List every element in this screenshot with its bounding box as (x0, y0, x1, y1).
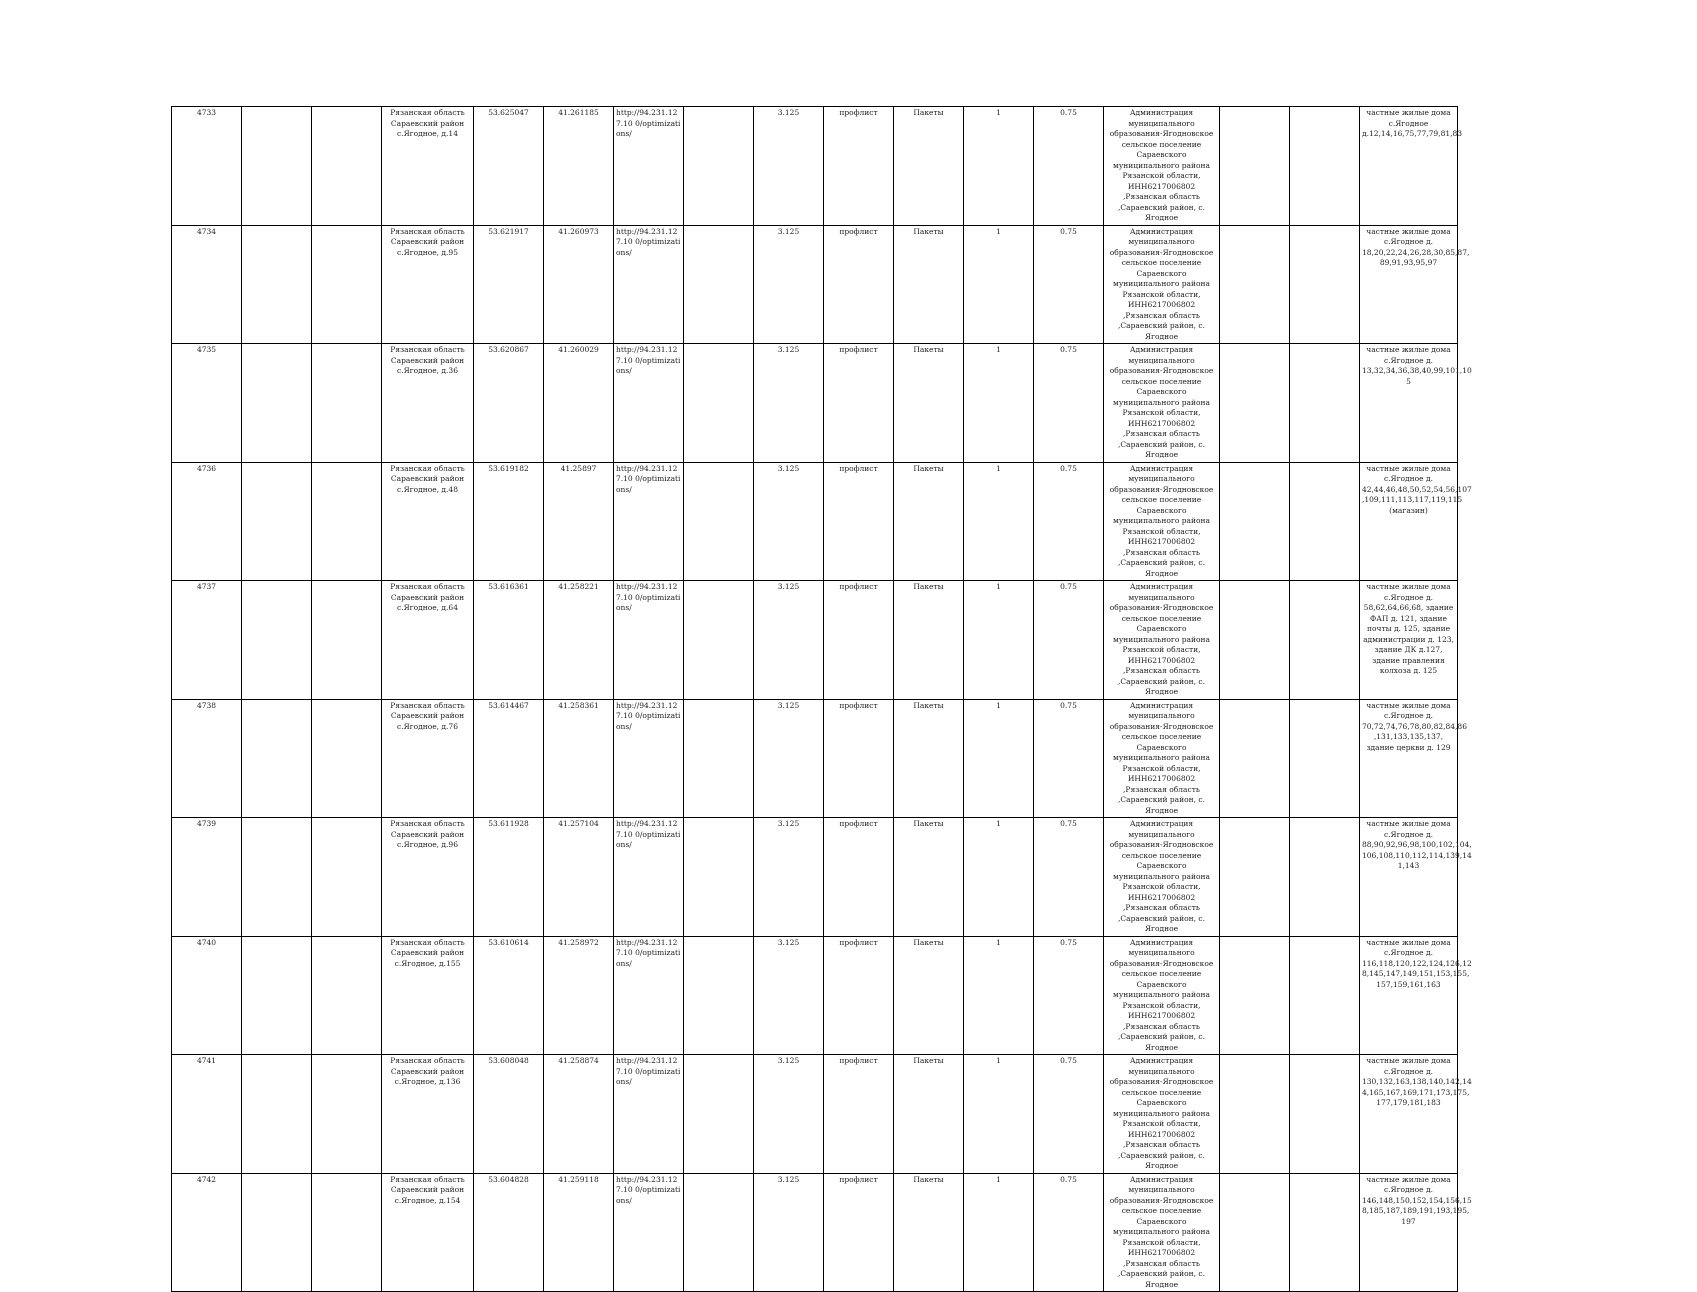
url-cell: http://94.231.127.10 0/optimizations/ (614, 344, 684, 463)
sources-cell: частные жилые дома с.Ягодное д. 58,62,64,66,68, здание ФАП д. 121, здание почты д. 125, здание администрации д. 123, здание ДК д.127, здание правления колхоза д. 125 (1360, 581, 1458, 700)
area-cell: 3.125 (754, 1173, 824, 1292)
empty-cell (1220, 107, 1290, 226)
address-cell: Рязанская область Сараевский район с.Ягодное, д.48 (382, 462, 474, 581)
row-id-cell: 4741 (172, 1055, 242, 1174)
empty-cell (1290, 462, 1360, 581)
empty-cell (312, 699, 382, 818)
sources-cell: частные жилые дома с.Ягодное д. 18,20,22,24,26,28,30,85,87, 89,91,93,95,97 (1360, 225, 1458, 344)
container-type-cell: Пакеты (894, 936, 964, 1055)
volume-cell: 0.75 (1034, 1173, 1104, 1292)
table-row (172, 818, 1458, 937)
material-cell: профлист (824, 1055, 894, 1174)
row-id-cell: 4733 (172, 107, 242, 226)
latitude-cell: 53.611928 (474, 818, 544, 937)
document-sheet (171, 106, 1472, 1289)
area-cell: 3.125 (754, 462, 824, 581)
empty-cell (242, 462, 312, 581)
address-cell: Рязанская область Сараевский район с.Ягодное, д.76 (382, 699, 474, 818)
area-cell: 3.125 (754, 936, 824, 1055)
longitude-cell: 41.259118 (544, 1173, 614, 1292)
empty-cell (684, 344, 754, 463)
address-cell: Рязанская область Сараевский район с.Ягодное, д.154 (382, 1173, 474, 1292)
count-cell: 1 (964, 581, 1034, 700)
url-cell: http://94.231.127.10 0/optimizations/ (614, 818, 684, 937)
latitude-cell: 53.625047 (474, 107, 544, 226)
longitude-cell: 41.25897 (544, 462, 614, 581)
latitude-cell: 53.620867 (474, 344, 544, 463)
owner-cell: Администрация муниципального образования-Ягодновское сельское поселение Сараевского муниципального района Рязанской области, ИНН6217006802 ,Рязанская область ,Сараевский район, с. Ягодное (1104, 225, 1220, 344)
empty-cell (684, 581, 754, 700)
material-cell: профлист (824, 344, 894, 463)
volume-cell: 0.75 (1034, 818, 1104, 937)
url-cell: http://94.231.127.10 0/optimizations/ (614, 462, 684, 581)
row-id-cell: 4740 (172, 936, 242, 1055)
empty-cell (312, 581, 382, 700)
empty-cell (684, 1055, 754, 1174)
empty-cell (1290, 936, 1360, 1055)
table-row (172, 462, 1458, 581)
empty-cell (242, 1055, 312, 1174)
area-cell: 3.125 (754, 107, 824, 226)
owner-cell: Администрация муниципального образования-Ягодновское сельское поселение Сараевского муниципального района Рязанской области, ИНН6217006802 ,Рязанская область ,Сараевский район, с. Ягодное (1104, 1055, 1220, 1174)
material-cell: профлист (824, 818, 894, 937)
latitude-cell: 53.614467 (474, 699, 544, 818)
address-cell: Рязанская область Сараевский район с.Ягодное, д.136 (382, 1055, 474, 1174)
volume-cell: 0.75 (1034, 344, 1104, 463)
empty-cell (242, 936, 312, 1055)
url-cell: http://94.231.127.10 0/optimizations/ (614, 936, 684, 1055)
area-cell: 3.125 (754, 225, 824, 344)
empty-cell (1220, 462, 1290, 581)
empty-cell (684, 225, 754, 344)
empty-cell (242, 225, 312, 344)
volume-cell: 0.75 (1034, 462, 1104, 581)
material-cell: профлист (824, 699, 894, 818)
url-cell: http://94.231.127.10 0/optimizations/ (614, 1173, 684, 1292)
empty-cell (1290, 1173, 1360, 1292)
empty-cell (1290, 344, 1360, 463)
latitude-cell: 53.619182 (474, 462, 544, 581)
latitude-cell: 53.616361 (474, 581, 544, 700)
count-cell: 1 (964, 344, 1034, 463)
empty-cell (1290, 581, 1360, 700)
longitude-cell: 41.260973 (544, 225, 614, 344)
count-cell: 1 (964, 1173, 1034, 1292)
table-row (172, 936, 1458, 1055)
area-cell: 3.125 (754, 344, 824, 463)
sources-cell: частные жилые дома с.Ягодное д. 146,148,150,152,154,156,15 8,185,187,189,191,193,195, 197 (1360, 1173, 1458, 1292)
count-cell: 1 (964, 462, 1034, 581)
url-cell: http://94.231.127.10 0/optimizations/ (614, 107, 684, 226)
empty-cell (312, 1173, 382, 1292)
empty-cell (1290, 818, 1360, 937)
volume-cell: 0.75 (1034, 581, 1104, 700)
longitude-cell: 41.257104 (544, 818, 614, 937)
empty-cell (312, 107, 382, 226)
volume-cell: 0.75 (1034, 699, 1104, 818)
empty-cell (312, 225, 382, 344)
latitude-cell: 53.604828 (474, 1173, 544, 1292)
row-id-cell: 4736 (172, 462, 242, 581)
material-cell: профлист (824, 107, 894, 226)
empty-cell (242, 107, 312, 226)
owner-cell: Администрация муниципального образования-Ягодновское сельское поселение Сараевского муниципального района Рязанской области, ИНН6217006802 ,Рязанская область ,Сараевский район, с. Ягодное (1104, 699, 1220, 818)
owner-cell: Администрация муниципального образования-Ягодновское сельское поселение Сараевского муниципального района Рязанской области, ИНН6217006802 ,Рязанская область ,Сараевский район, с. Ягодное (1104, 344, 1220, 463)
row-id-cell: 4739 (172, 818, 242, 937)
sources-cell: частные жилые дома с.Ягодное д. 13,32,34,36,38,40,99,101,10 5 (1360, 344, 1458, 463)
count-cell: 1 (964, 699, 1034, 818)
table-row (172, 225, 1458, 344)
row-id-cell: 4738 (172, 699, 242, 818)
owner-cell: Администрация муниципального образования-Ягодновское сельское поселение Сараевского муниципального района Рязанской области, ИНН6217006802 ,Рязанская область ,Сараевский район, с. Ягодное (1104, 936, 1220, 1055)
empty-cell (242, 581, 312, 700)
empty-cell (312, 462, 382, 581)
sources-cell: частные жилые дома с.Ягодное д. 130,132,163,138,140,142,14 4,165,167,169,171,173,175, 177,179,181,183 (1360, 1055, 1458, 1174)
owner-cell: Администрация муниципального образования-Ягодновское сельское поселение Сараевского муниципального района Рязанской области, ИНН6217006802 ,Рязанская область ,Сараевский район, с. Ягодное (1104, 581, 1220, 700)
owner-cell: Администрация муниципального образования-Ягодновское сельское поселение Сараевского муниципального района Рязанской области, ИНН6217006802 ,Рязанская область ,Сараевский район, с. Ягодное (1104, 818, 1220, 937)
address-cell: Рязанская область Сараевский район с.Ягодное, д.155 (382, 936, 474, 1055)
empty-cell (1220, 699, 1290, 818)
row-id-cell: 4742 (172, 1173, 242, 1292)
table-row (172, 344, 1458, 463)
material-cell: профлист (824, 225, 894, 344)
longitude-cell: 41.258361 (544, 699, 614, 818)
count-cell: 1 (964, 225, 1034, 344)
table-row (172, 107, 1458, 226)
empty-cell (312, 1055, 382, 1174)
sources-cell: частные жилые дома с.Ягодное д. 116,118,120,122,124,126,12 8,145,147,149,151,153,155, 157,159,161,163 (1360, 936, 1458, 1055)
address-cell: Рязанская область Сараевский район с.Ягодное, д.14 (382, 107, 474, 226)
volume-cell: 0.75 (1034, 1055, 1104, 1174)
longitude-cell: 41.258874 (544, 1055, 614, 1174)
sources-cell: частные жилые дома с.Ягодное д. 88,90,92,96,98,100,102,104, 106,108,110,112,114,139,14 1,143 (1360, 818, 1458, 937)
area-cell: 3.125 (754, 699, 824, 818)
row-id-cell: 4737 (172, 581, 242, 700)
volume-cell: 0.75 (1034, 225, 1104, 344)
empty-cell (1220, 581, 1290, 700)
container-type-cell: Пакеты (894, 699, 964, 818)
empty-cell (1220, 344, 1290, 463)
sources-cell: частные жилые дома с.Ягодное д. 42,44,46,48,50,52,54,56,107 ,109,111,113,117,119,115 (магазин) (1360, 462, 1458, 581)
container-type-cell: Пакеты (894, 225, 964, 344)
latitude-cell: 53.608048 (474, 1055, 544, 1174)
empty-cell (684, 107, 754, 226)
longitude-cell: 41.258221 (544, 581, 614, 700)
area-cell: 3.125 (754, 1055, 824, 1174)
address-cell: Рязанская область Сараевский район с.Ягодное, д.96 (382, 818, 474, 937)
latitude-cell: 53.610614 (474, 936, 544, 1055)
empty-cell (242, 699, 312, 818)
empty-cell (1220, 1173, 1290, 1292)
longitude-cell: 41.260029 (544, 344, 614, 463)
material-cell: профлист (824, 1173, 894, 1292)
container-type-cell: Пакеты (894, 581, 964, 700)
empty-cell (1220, 225, 1290, 344)
container-type-cell: Пакеты (894, 344, 964, 463)
owner-cell: Администрация муниципального образования-Ягодновское сельское поселение Сараевского муниципального района Рязанской области, ИНН6217006802 ,Рязанская область ,Сараевский район, с. Ягодное (1104, 107, 1220, 226)
material-cell: профлист (824, 936, 894, 1055)
address-cell: Рязанская область Сараевский район с.Ягодное, д.64 (382, 581, 474, 700)
url-cell: http://94.231.127.10 0/optimizations/ (614, 1055, 684, 1174)
empty-cell (242, 344, 312, 463)
empty-cell (1220, 1055, 1290, 1174)
empty-cell (1290, 107, 1360, 226)
container-type-cell: Пакеты (894, 107, 964, 226)
count-cell: 1 (964, 936, 1034, 1055)
address-cell: Рязанская область Сараевский район с.Ягодное, д.95 (382, 225, 474, 344)
empty-cell (242, 1173, 312, 1292)
url-cell: http://94.231.127.10 0/optimizations/ (614, 699, 684, 818)
owner-cell: Администрация муниципального образования-Ягодновское сельское поселение Сараевского муниципального района Рязанской области, ИНН6217006802 ,Рязанская область ,Сараевский район, с. Ягодное (1104, 462, 1220, 581)
owner-cell: Администрация муниципального образования-Ягодновское сельское поселение Сараевского муниципального района Рязанской области, ИНН6217006802 ,Рязанская область ,Сараевский район, с. Ягодное (1104, 1173, 1220, 1292)
longitude-cell: 41.261185 (544, 107, 614, 226)
empty-cell (312, 818, 382, 937)
waste-sites-table (171, 106, 1472, 1292)
table-row (172, 699, 1458, 818)
table-row (172, 1173, 1458, 1292)
volume-cell: 0.75 (1034, 107, 1104, 226)
empty-cell (684, 818, 754, 937)
count-cell: 1 (964, 818, 1034, 937)
latitude-cell: 53.621917 (474, 225, 544, 344)
container-type-cell: Пакеты (894, 1173, 964, 1292)
url-cell: http://94.231.127.10 0/optimizations/ (614, 581, 684, 700)
area-cell: 3.125 (754, 581, 824, 700)
empty-cell (312, 344, 382, 463)
table-row (172, 1055, 1458, 1174)
empty-cell (1220, 936, 1290, 1055)
empty-cell (1290, 225, 1360, 344)
material-cell: профлист (824, 462, 894, 581)
volume-cell: 0.75 (1034, 936, 1104, 1055)
empty-cell (684, 1173, 754, 1292)
table-body (172, 107, 1472, 1292)
row-id-cell: 4734 (172, 225, 242, 344)
empty-cell (312, 936, 382, 1055)
address-cell: Рязанская область Сараевский район с.Ягодное, д.36 (382, 344, 474, 463)
area-cell: 3.125 (754, 818, 824, 937)
url-cell: http://94.231.127.10 0/optimizations/ (614, 225, 684, 344)
count-cell: 1 (964, 107, 1034, 226)
sources-cell: частные жилые дома с.Ягодное д.12,14,16,75,77,79,81,83 (1360, 107, 1458, 226)
empty-cell (242, 818, 312, 937)
count-cell: 1 (964, 1055, 1034, 1174)
container-type-cell: Пакеты (894, 818, 964, 937)
empty-cell (684, 699, 754, 818)
empty-cell (1220, 818, 1290, 937)
material-cell: профлист (824, 581, 894, 700)
table-row (172, 581, 1458, 700)
row-id-cell: 4735 (172, 344, 242, 463)
longitude-cell: 41.258972 (544, 936, 614, 1055)
sources-cell: частные жилые дома с.Ягодное д. 70,72,74,76,78,80,82,84,86 ,131,133,135,137, здание церкви д. 129 (1360, 699, 1458, 818)
empty-cell (1290, 1055, 1360, 1174)
empty-cell (1290, 699, 1360, 818)
container-type-cell: Пакеты (894, 462, 964, 581)
empty-cell (684, 462, 754, 581)
empty-cell (684, 936, 754, 1055)
container-type-cell: Пакеты (894, 1055, 964, 1174)
